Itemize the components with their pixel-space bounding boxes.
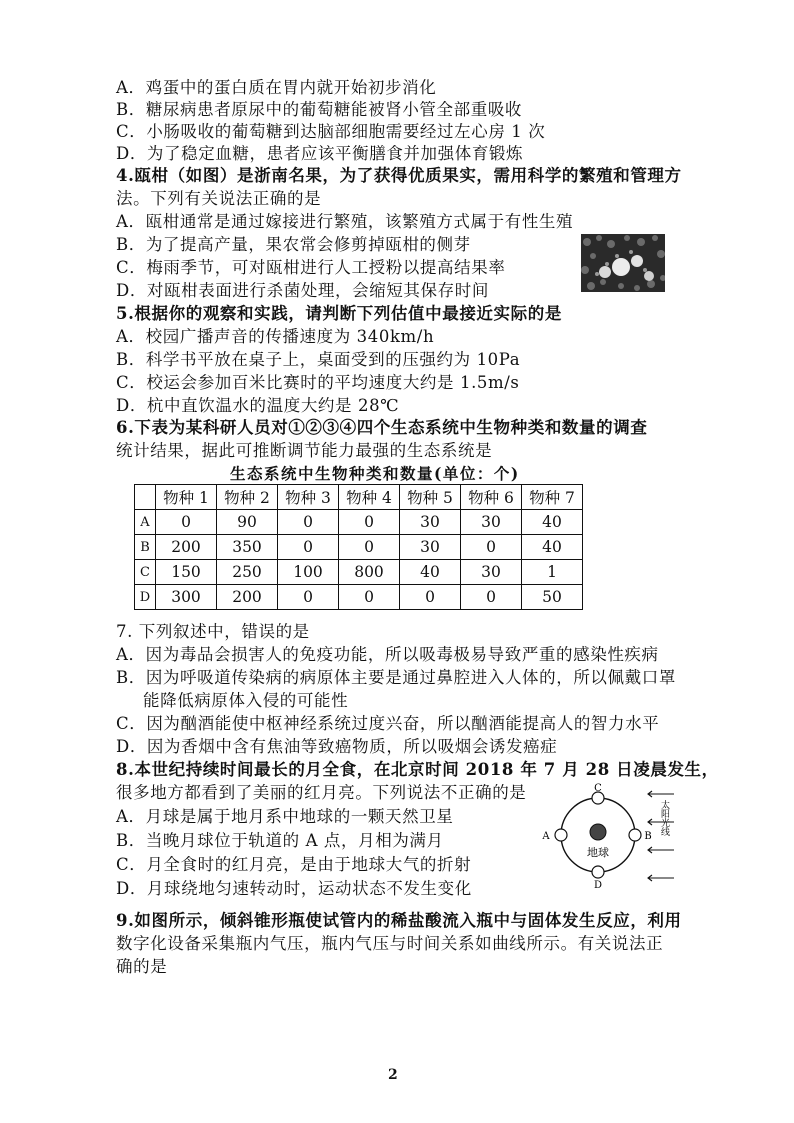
table-header-cell: 物种 3 — [278, 485, 339, 510]
table-cell: 40 — [522, 510, 583, 535]
table-cell: 0 — [278, 510, 339, 535]
point-label-b: B — [644, 831, 652, 842]
table-row — [135, 535, 583, 560]
q5-stem: 5.根据你的观察和实践，请判断下列估值中最接近实际的是 — [116, 304, 562, 323]
q3-option-d: D．为了稳定血糖，患者应该平衡膳食并加强体育锻炼 — [116, 144, 524, 163]
q4-option-c: C．梅雨季节，可对瓯柑进行人工授粉以提高结果率 — [116, 258, 506, 277]
q8-stem-line1: 8.本世纪持续时间最长的月全食，在北京时间 2018 年 7 月 28 日凌晨发生， — [116, 760, 719, 779]
moon-position-a — [555, 829, 567, 841]
q9-stem-line3: 确的是 — [116, 957, 168, 976]
table-row-label: B — [135, 535, 156, 560]
table-header-cell: 物种 2 — [217, 485, 278, 510]
q7-option-b-line1: B．因为呼吸道传染病的病原体主要是通过鼻腔进入人体的，所以佩戴口罩 — [116, 668, 676, 687]
q8-stem-line2: 很多地方都看到了美丽的红月亮。下列说法不正确的是 — [116, 783, 527, 802]
table-caption: 生态系统中生物种类和数量(单位：个) — [230, 464, 520, 483]
q9-stem-line1: 9.如图所示，倾斜锥形瓶使试管内的稀盐酸流入瓶中与固体发生反应，利用 — [116, 911, 682, 930]
q7-option-a: A．因为毒品会损害人的免疫功能，所以吸毒极易导致严重的感染性疾病 — [116, 645, 659, 664]
table-header-cell: 物种 7 — [522, 485, 583, 510]
table-cell: 0 — [339, 535, 400, 560]
earth-label: 地球 — [587, 846, 609, 859]
sunlight-label: 太阳光线 — [659, 800, 669, 836]
q7-option-c: C．因为酗酒能使中枢神经系统过度兴奋，所以酗酒能提高人的智力水平 — [116, 714, 660, 733]
table-cell: 150 — [156, 560, 217, 585]
q4-option-b: B．为了提高产量，果农常会修剪掉瓯柑的侧芽 — [116, 235, 471, 254]
q3-option-c: C．小肠吸收的葡萄糖到达脑部细胞需要经过左心房 1 次 — [116, 122, 546, 141]
table-row — [135, 560, 583, 585]
q6-stem-line1: 6.下表为某科研人员对①②③④四个生态系统中生物种类和数量的调查 — [116, 418, 648, 437]
q6-stem-line2: 统计结果，据此可推断调节能力最强的生态系统是 — [116, 441, 493, 460]
table-corner-cell — [135, 485, 156, 510]
q8-option-c: C．月全食时的红月亮，是由于地球大气的折射 — [116, 855, 472, 874]
table-row-label: C — [135, 560, 156, 585]
table-cell: 30 — [400, 510, 461, 535]
earth-icon — [590, 824, 606, 840]
q4-stem-line1: 4.瓯柑（如图）是浙南名果，为了获得优质果实，需用科学的繁殖和管理方 — [116, 166, 682, 185]
table-cell: 30 — [400, 535, 461, 560]
table-row — [135, 510, 583, 535]
q7-stem: 7. 下列叙述中，错误的是 — [116, 622, 310, 641]
table-header-cell: 物种 4 — [339, 485, 400, 510]
table-header-cell: 物种 6 — [461, 485, 522, 510]
q4-option-a: A．瓯柑通常是通过嫁接进行繁殖，该繁殖方式属于有性生殖 — [116, 212, 574, 231]
table-header-cell: 物种 5 — [400, 485, 461, 510]
species-count-table — [134, 484, 583, 610]
table-cell: 0 — [339, 585, 400, 610]
q8-option-d: D．月球绕地匀速转动时，运动状态不发生变化 — [116, 879, 472, 898]
table-row-label: D — [135, 585, 156, 610]
table-cell: 30 — [461, 560, 522, 585]
table-cell: 0 — [400, 585, 461, 610]
table-cell: 90 — [217, 510, 278, 535]
page-number: 2 — [388, 1067, 398, 1083]
table-cell: 0 — [461, 585, 522, 610]
table-cell: 300 — [156, 585, 217, 610]
table-cell: 200 — [217, 585, 278, 610]
table-cell: 350 — [217, 535, 278, 560]
moon-position-d — [592, 866, 604, 878]
q8-option-b: B．当晚月球位于轨道的 A 点，月相为满月 — [116, 831, 444, 850]
table-cell: 0 — [278, 585, 339, 610]
table-cell: 0 — [339, 510, 400, 535]
q5-option-b: B．科学书平放在桌子上，桌面受到的压强约为 10Pa — [116, 350, 521, 369]
table-header-cell: 物种 1 — [156, 485, 217, 510]
table-cell: 0 — [156, 510, 217, 535]
table-cell: 30 — [461, 510, 522, 535]
table-cell: 40 — [400, 560, 461, 585]
point-label-a: A — [542, 831, 550, 842]
q3-option-b: B．糖尿病患者原尿中的葡萄糖能被肾小管全部重吸收 — [116, 100, 523, 119]
table-row-label: A — [135, 510, 156, 535]
q4-option-d: D．对瓯柑表面进行杀菌处理，会缩短其保存时间 — [116, 281, 489, 300]
q4-stem-line2: 法。下列有关说法正确的是 — [116, 189, 322, 208]
point-label-c: C — [594, 783, 602, 794]
table-header-row — [135, 485, 583, 510]
point-label-d: D — [593, 880, 603, 888]
q8-option-a: A．月球是属于地月系中地球的一颗天然卫星 — [116, 807, 454, 826]
table-cell: 0 — [278, 535, 339, 560]
table-cell: 0 — [461, 535, 522, 560]
citrus-fruit-photo — [581, 234, 665, 292]
q5-option-d: D．杭中直饮温水的温度大约是 28℃ — [116, 396, 400, 415]
table-cell: 50 — [522, 585, 583, 610]
table-cell: 800 — [339, 560, 400, 585]
moon-orbit-diagram — [536, 782, 676, 888]
table-cell: 250 — [217, 560, 278, 585]
q5-option-c: C．校运会参加百米比赛时的平均速度大约是 1.5m/s — [116, 373, 520, 392]
q5-option-a: A．校园广播声音的传播速度为 340km/h — [116, 327, 435, 346]
table-cell: 1 — [522, 560, 583, 585]
table-row — [135, 585, 583, 610]
q3-option-a: A．鸡蛋中的蛋白质在胃内就开始初步消化 — [116, 78, 437, 97]
q7-option-b-line2: 能降低病原体入侵的可能性 — [143, 691, 349, 710]
table-cell: 200 — [156, 535, 217, 560]
q7-option-d: D．因为香烟中含有焦油等致癌物质，所以吸烟会诱发癌症 — [116, 737, 558, 756]
table-cell: 100 — [278, 560, 339, 585]
moon-position-b — [629, 829, 641, 841]
table-cell: 40 — [522, 535, 583, 560]
q9-stem-line2: 数字化设备采集瓶内气压，瓶内气压与时间关系如曲线所示。有关说法正 — [116, 934, 664, 953]
